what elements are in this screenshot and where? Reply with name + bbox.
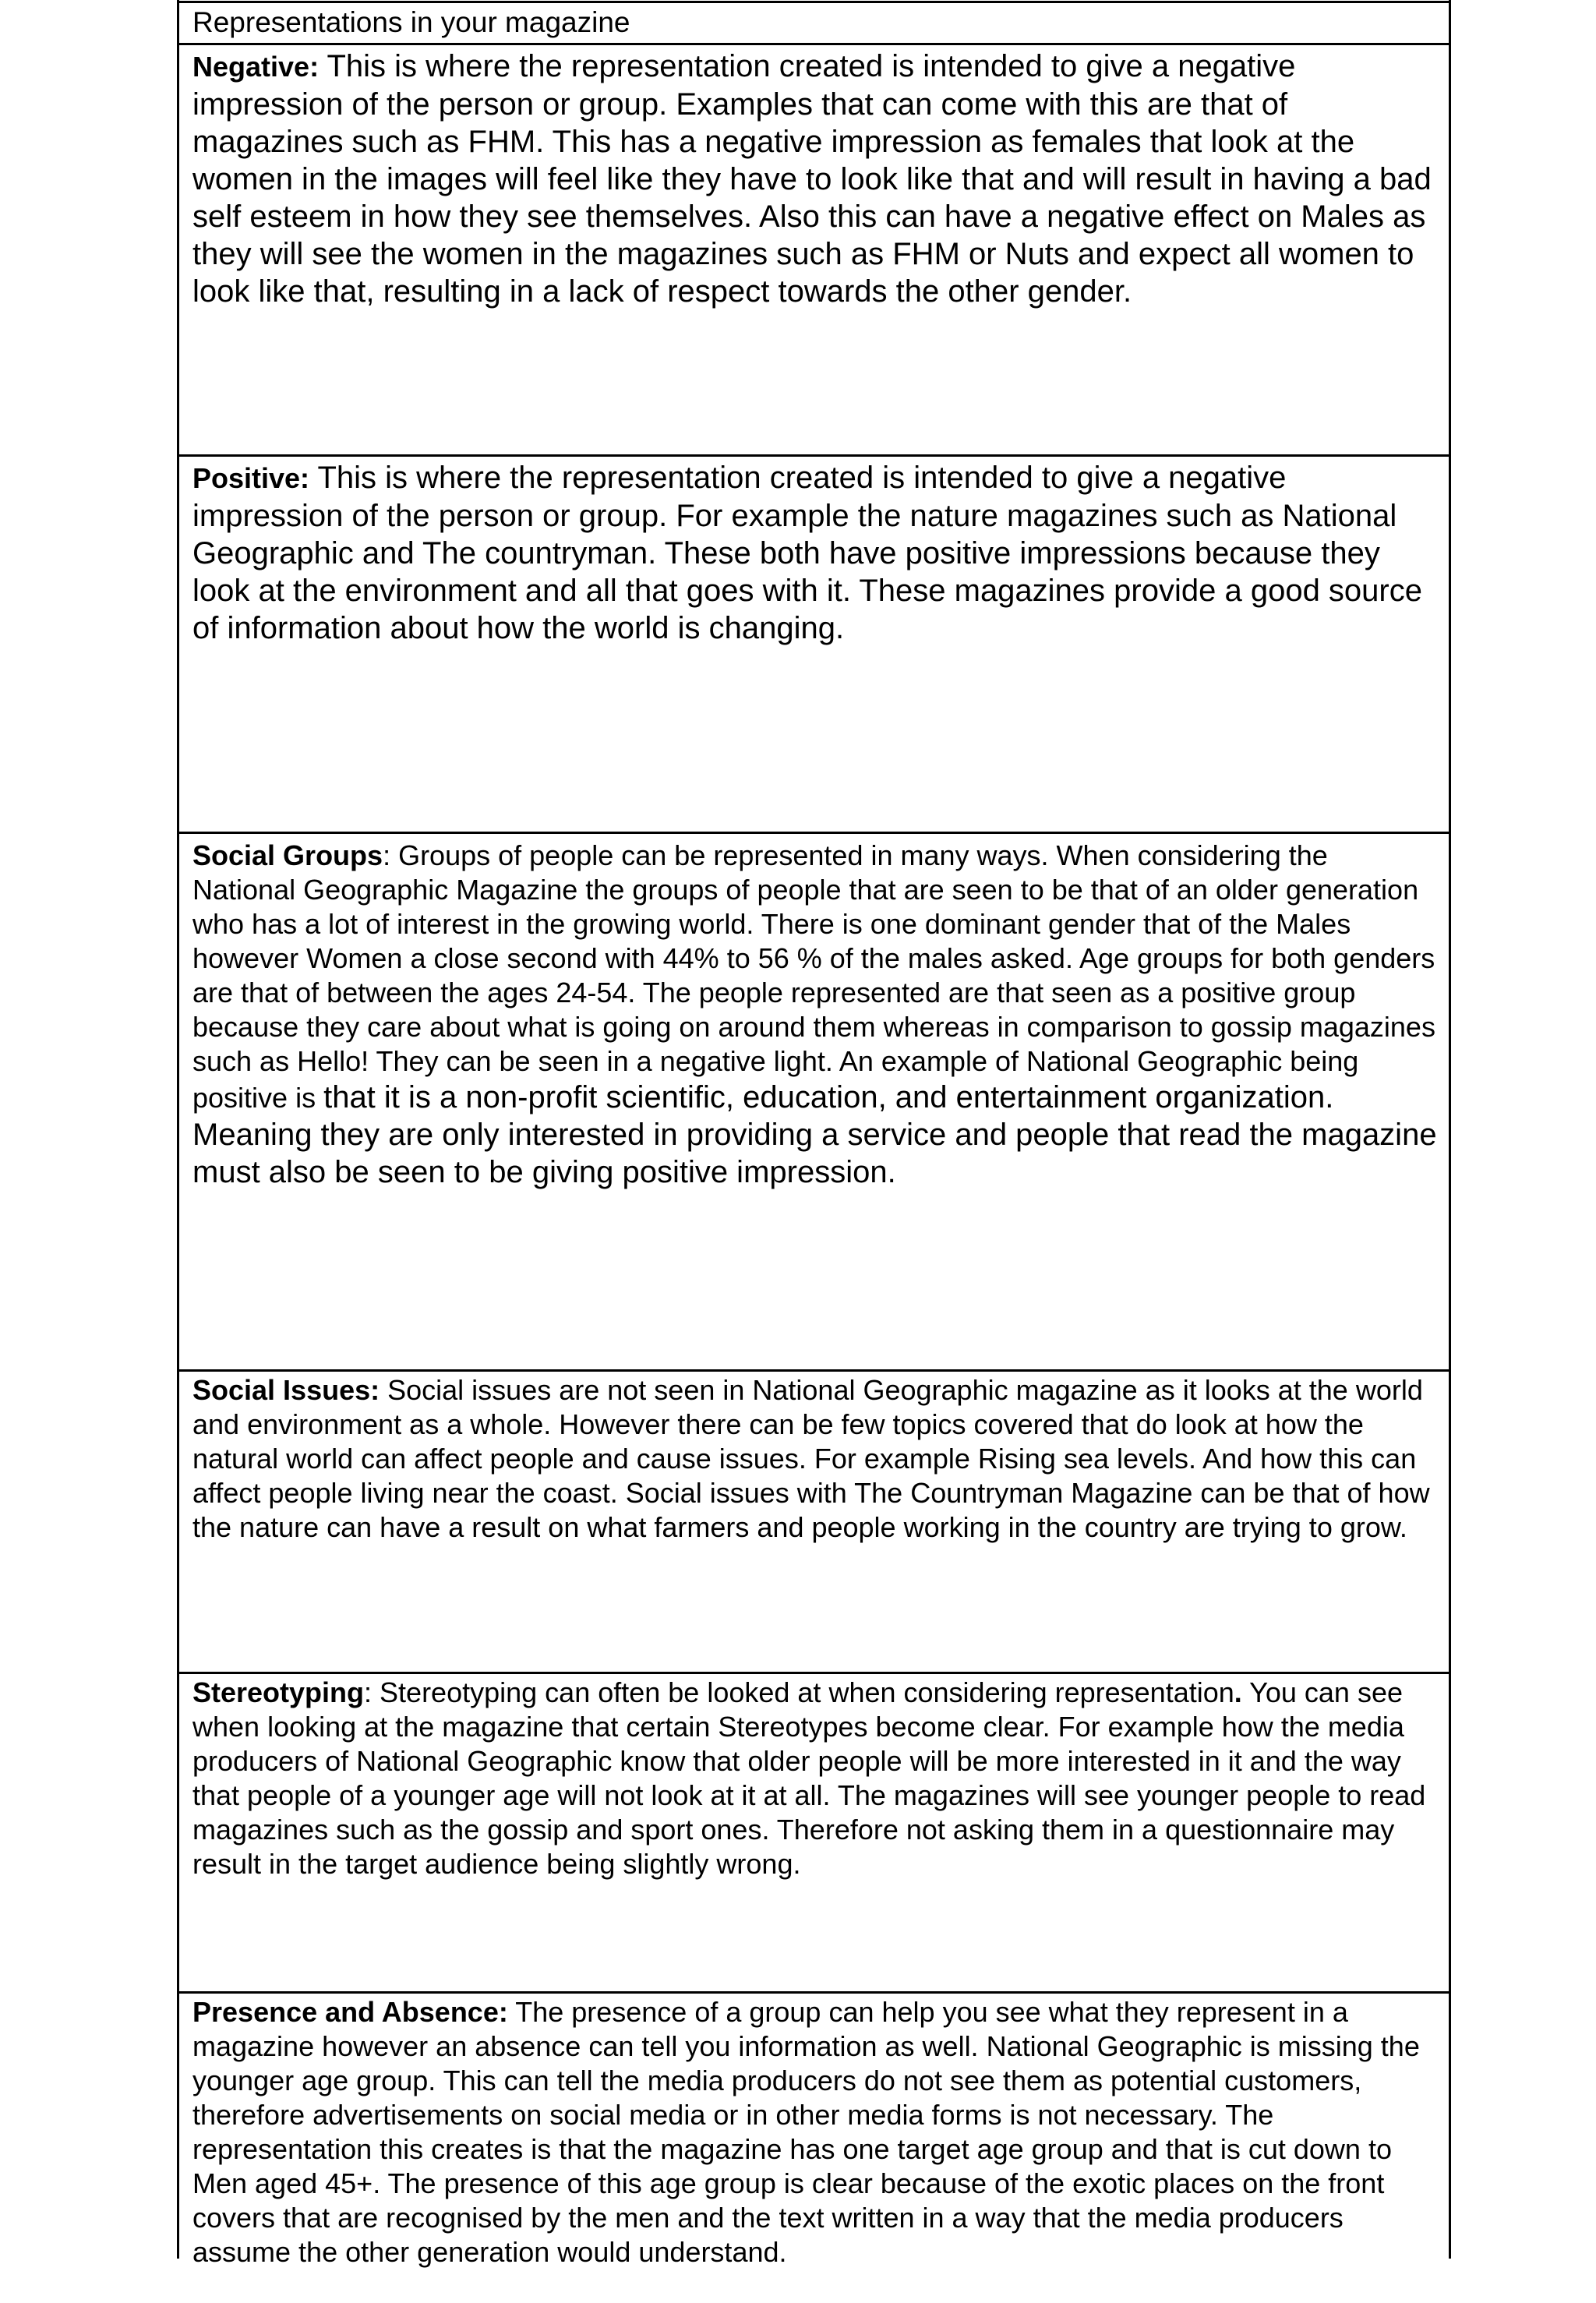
social-groups-text-large: that it is a non-profit scientific, education, and entertainment organization. Meaning they are only interested in providing a service and people that read the magazine must also be seen to be giving positive impression. [192, 1080, 1437, 1189]
table-title-cell [179, 1, 1449, 44]
negative-text: This is where the representation created is intended to give a negative impression of the person or group. Examples that can come with this are that of magazines such as FHM. This has a negative impression as females that look at the women in the images will feel like they have to look like that and will result in having a bad self esteem in how they see themselves. Also this can have a negative effect on Males as they will see the women in the magazines such as FHM or Nuts and expect all women to look like that, resulting in a lack of respect towards the other gender. [192, 49, 1432, 309]
negative-section [179, 43, 1449, 454]
stereotyping-paragraph [192, 1676, 1438, 1881]
representations-table [177, 0, 1451, 2268]
stereotyping-section [179, 1672, 1449, 1991]
social-issues-text: Social issues are not seen in National Geographic magazine as it looks at the world and environment as a whole. However there can be few topics covered that do look at how the natural world can affect people and cause issues. For example Rising sea levels. And how this can affect people living near the coast. Social issues with The Countryman Magazine can be that of how the nature can have a result on what farmers and people working in the country are trying to grow. [192, 1374, 1430, 1543]
social-groups-label: Social Groups [192, 839, 383, 871]
negative-paragraph [192, 48, 1438, 310]
social-groups-section [179, 832, 1449, 1369]
presence-absence-section [179, 1991, 1449, 2303]
social-issues-label: Social Issues: [192, 1374, 380, 1406]
stereotyping-bold-period: . [1234, 1676, 1242, 1708]
table-title: Representations in your magazine [192, 6, 630, 38]
positive-section [179, 454, 1449, 832]
presence-absence-paragraph [192, 1995, 1438, 2269]
presence-absence-text: The presence of a group can help you see what they represent in a magazine however an absence can tell you information as well. National Geographic is missing the younger age group. This can tell the media producers do not see them as potential customers, therefore advertisements on social media or in other media forms is not necessary. The representation this creates is that the magazine has one target age group and that is cut down to Men aged 45+. The presence of this age group is clear because of the exotic places on the front covers that are recognised by the men and the text written in a way that the media producers assume the other generation would understand. [192, 1996, 1420, 2268]
stereotyping-text-a: : Stereotyping can often be looked at when considering representation [364, 1676, 1234, 1708]
positive-text: This is where the representation created is intended to give a negative impression of the person or group. For example the nature magazines such as National Geographic and The countryman. These both have positive impressions because they look at the environment and all that goes with it. These magazines provide a good source of information about how the world is changing. [192, 461, 1422, 645]
social-issues-paragraph [192, 1373, 1438, 1545]
social-issues-section [179, 1369, 1449, 1672]
presence-absence-label: Presence and Absence: [192, 1996, 508, 2028]
positive-paragraph [192, 459, 1438, 647]
social-groups-text: : Groups of people can be represented in many ways. When considering the National Geographic Magazine the groups of people that are seen to be that of an older generation who has a lot of interest in the growing world. There is one dominant gender that of the Males however Women a close second with 44% to 56 % of the males asked. Age groups for both genders are that of between the ages 24-54. The people represented are that seen as a positive group because they care about what is going on around them whereas in comparison to gossip magazines such as Hello! They can be seen in a negative light. An example of National Geographic being positive is [192, 839, 1435, 1114]
stereotyping-text-b: You can see when looking at the magazine that certain Stereotypes become clear. For example how the media producers of National Geographic know that older people will be more interested in it and the way that people of a younger age will not look at it at all. The magazines will see younger people to read magazines such as the gossip and sport ones. Therefore not asking them in a questionnaire may result in the target audience being slightly wrong. [192, 1676, 1426, 1880]
positive-label: Positive: [192, 462, 310, 494]
social-groups-paragraph [192, 839, 1438, 1191]
negative-label: Negative: [192, 51, 320, 83]
stereotyping-label: Stereotyping [192, 1676, 365, 1708]
